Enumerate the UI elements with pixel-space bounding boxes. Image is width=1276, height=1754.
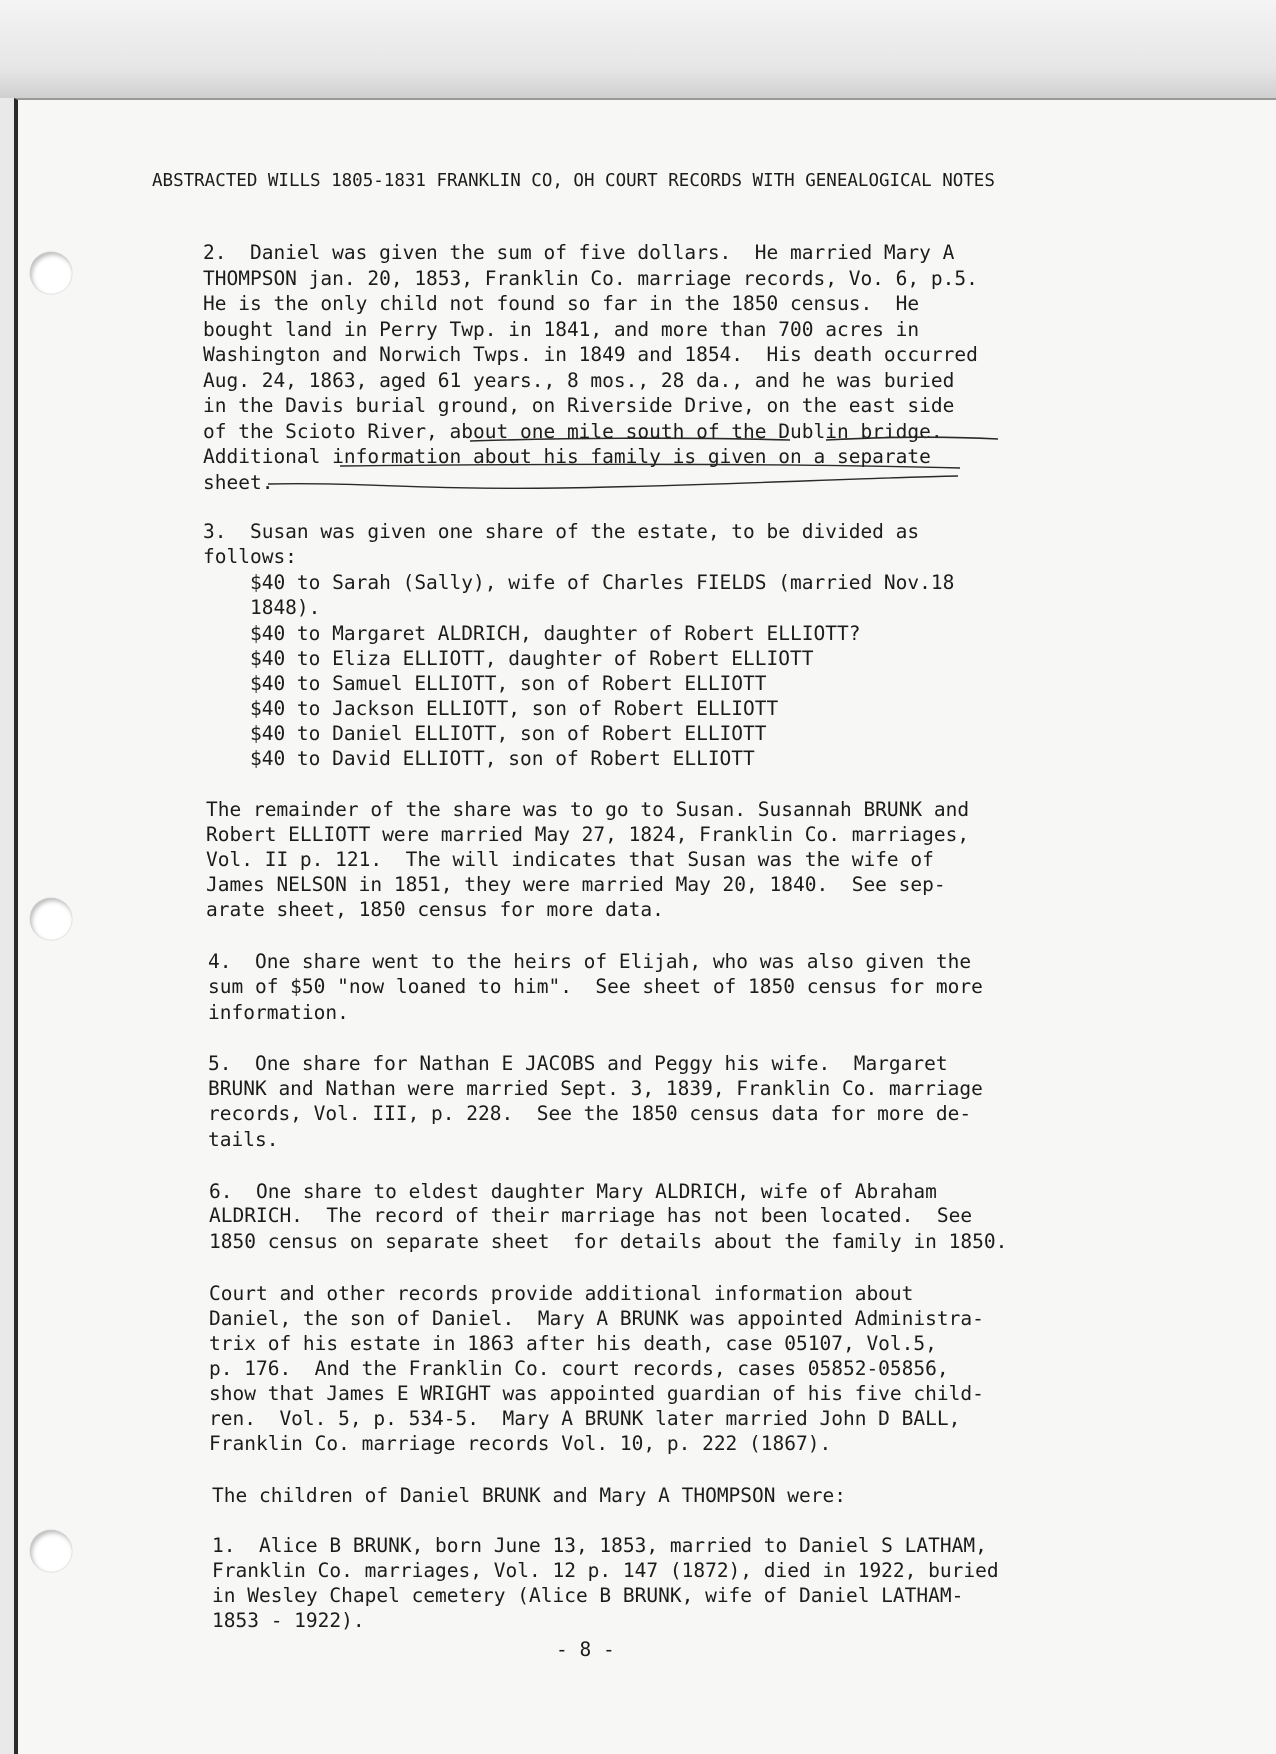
text-line: He is the only child not found so far in the 1850 census. He bbox=[203, 292, 920, 315]
text-line: 1. Alice B BRUNK, born June 13, 1853, married to Daniel S LATHAM, bbox=[212, 1534, 987, 1557]
text-line: trix of his estate in 1863 after his death, case 05107, Vol.5, bbox=[209, 1332, 937, 1355]
text-line: Additional information about his family is given on a separate bbox=[203, 445, 931, 468]
punch-hole-top bbox=[30, 252, 72, 294]
text-line: $40 to Margaret ALDRICH, daughter of Robert ELLIOTT? bbox=[203, 622, 861, 645]
text-line: Franklin Co. marriages, Vol. 12 p. 147 (1872), died in 1922, buried bbox=[212, 1559, 999, 1582]
text-line: Vol. II p. 121. The will indicates that Susan was the wife of bbox=[206, 848, 934, 871]
text-line: The remainder of the share was to go to Susan. Susannah BRUNK and bbox=[206, 798, 970, 821]
text-line: bought land in Perry Twp. in 1841, and more than 700 acres in bbox=[203, 318, 920, 341]
text-line: sheet. bbox=[203, 471, 274, 494]
text-line: 2. Daniel was given the sum of five dollars. He married Mary A bbox=[203, 241, 955, 264]
text-line: $40 to David ELLIOTT, son of Robert ELLIOTT bbox=[203, 747, 755, 770]
text-line: 1853 - 1922). bbox=[212, 1609, 365, 1632]
text-line: follows: bbox=[203, 545, 297, 568]
page-number: - 8 - bbox=[556, 1638, 615, 1661]
text-line: ren. Vol. 5, p. 534-5. Mary A BRUNK later married John D BALL, bbox=[209, 1407, 961, 1430]
text-line: arate sheet, 1850 census for more data. bbox=[206, 898, 664, 921]
text-line: Washington and Norwich Twps. in 1849 and 1854. His death occurred bbox=[203, 343, 978, 366]
text-line: Aug. 24, 1863, aged 61 years., 8 mos., 28 da., and he was buried bbox=[203, 369, 955, 392]
text-line: $40 to Samuel ELLIOTT, son of Robert ELLIOTT bbox=[203, 672, 767, 695]
scan-top-margin bbox=[0, 0, 1276, 98]
text-line: 1848). bbox=[203, 596, 321, 619]
text-line: 1850 census on separate sheet for details about the family in 1850. bbox=[209, 1230, 1008, 1253]
text-line: Daniel, the son of Daniel. Mary A BRUNK was appointed Administra- bbox=[209, 1307, 984, 1330]
text-line: $40 to Jackson ELLIOTT, son of Robert ELLIOTT bbox=[203, 697, 779, 720]
text-line: show that James E WRIGHT was appointed guardian of his five child- bbox=[209, 1382, 984, 1405]
text-line: 5. One share for Nathan E JACOBS and Peggy his wife. Margaret bbox=[208, 1052, 948, 1075]
text-line: sum of $50 "now loaned to him". See sheet of 1850 census for more bbox=[208, 975, 983, 998]
text-line: in the Davis burial ground, on Riverside Drive, on the east side bbox=[203, 394, 955, 417]
text-line: Court and other records provide additional information about bbox=[209, 1282, 914, 1305]
punch-hole-bottom bbox=[30, 1530, 72, 1572]
text-line: ALDRICH. The record of their marriage has not been located. See bbox=[209, 1204, 973, 1227]
text-line: records, Vol. III, p. 228. See the 1850 census data for more de- bbox=[208, 1102, 972, 1125]
text-line: 6. One share to eldest daughter Mary ALDRICH, wife of Abraham bbox=[209, 1180, 937, 1203]
text-line: The children of Daniel BRUNK and Mary A THOMPSON were: bbox=[212, 1484, 846, 1507]
text-line: in Wesley Chapel cemetery (Alice B BRUNK, wife of Daniel LATHAM- bbox=[212, 1584, 964, 1607]
text-line: Franklin Co. marriage records Vol. 10, p. 222 (1867). bbox=[209, 1432, 832, 1455]
text-line: 3. Susan was given one share of the estate, to be divided as bbox=[203, 520, 920, 543]
text-line: THOMPSON jan. 20, 1853, Franklin Co. marriage records, Vo. 6, p.5. bbox=[203, 267, 978, 290]
text-line: BRUNK and Nathan were married Sept. 3, 1839, Franklin Co. marriage bbox=[208, 1077, 983, 1100]
text-line: p. 176. And the Franklin Co. court records, cases 05852-05856, bbox=[209, 1357, 949, 1380]
text-line: $40 to Eliza ELLIOTT, daughter of Robert ELLIOTT bbox=[203, 647, 814, 670]
text-line: $40 to Daniel ELLIOTT, son of Robert ELLIOTT bbox=[203, 722, 767, 745]
text-line: tails. bbox=[208, 1128, 279, 1151]
text-line: James NELSON in 1851, they were married May 20, 1840. See sep- bbox=[206, 873, 946, 896]
text-line: $40 to Sarah (Sally), wife of Charles FIELDS (married Nov.18 bbox=[203, 571, 955, 594]
text-line: Robert ELLIOTT were married May 27, 1824, Franklin Co. marriages, bbox=[206, 823, 970, 846]
text-line: information. bbox=[208, 1001, 349, 1024]
text-line: 4. One share went to the heirs of Elijah, who was also given the bbox=[208, 950, 972, 973]
punch-hole-middle bbox=[30, 898, 72, 940]
text-line: of the Scioto River, about one mile south of the Dublin bridge. bbox=[203, 420, 943, 443]
document-header: ABSTRACTED WILLS 1805-1831 FRANKLIN CO, OH COURT RECORDS WITH GENEALOGICAL NOTES bbox=[152, 171, 995, 191]
